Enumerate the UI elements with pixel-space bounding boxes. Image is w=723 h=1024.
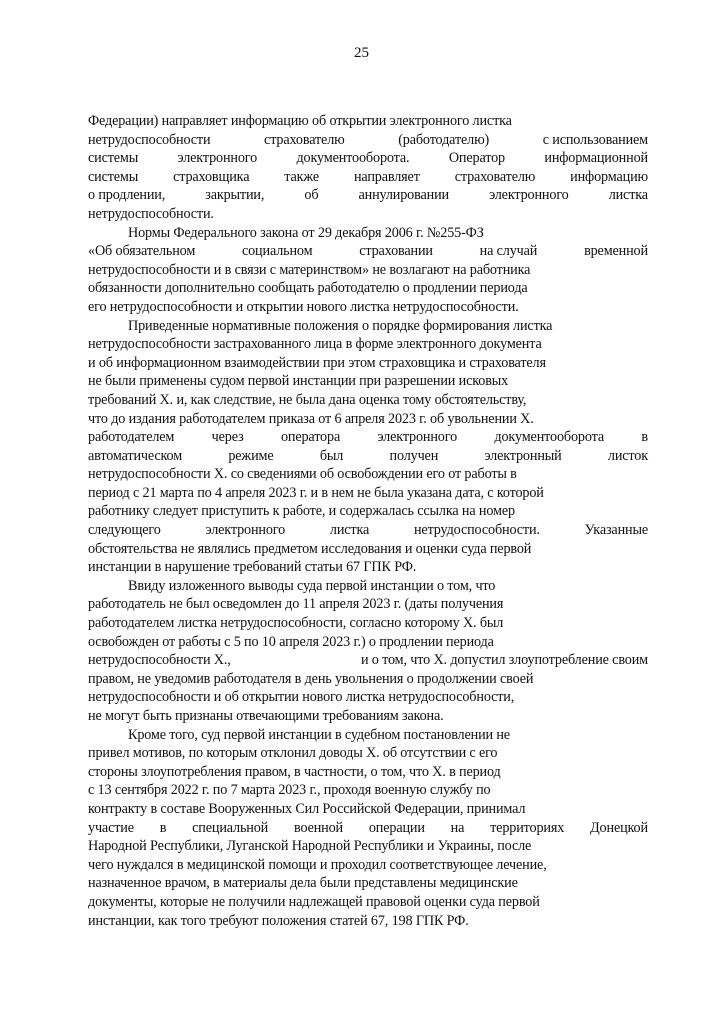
text-line: [88, 168, 648, 187]
text-line: [88, 744, 648, 763]
text-run: Донецкой: [590, 819, 648, 836]
text-line: [88, 502, 648, 521]
text-line: [88, 726, 648, 745]
text-run: инстанции в нарушение требований статьи 67 ГПК РФ.: [88, 559, 417, 576]
text-line: [88, 763, 648, 782]
text-run: что до издания работодателем приказа от 6 апреля 2023 г. об увольнении Х.: [88, 410, 534, 427]
text-run: электронного: [489, 187, 569, 204]
text-run: системы: [88, 150, 139, 167]
text-run: аннулировании: [358, 187, 449, 204]
text-run: работодателем листка нетрудоспособности, согласно которому Х. был: [88, 615, 504, 632]
text-run: в: [641, 429, 648, 446]
text-run: назначенное врачом, в материалы дела были представлены медицинские: [88, 875, 518, 892]
text-run: системы: [88, 168, 139, 185]
text-line: [88, 670, 648, 689]
text-run: нетрудоспособности и об открытии нового листка нетрудоспособности,: [88, 689, 515, 706]
text-line: [88, 707, 648, 726]
text-line: [88, 800, 648, 819]
text-line: [88, 874, 648, 893]
text-run: Народной Республики, Луганской Народной Республики и Украины, после: [88, 838, 532, 855]
text-run: режиме: [228, 447, 274, 464]
text-run: страховании: [359, 243, 433, 260]
text-run: работнику следует приступить к работе, и содержалась ссылка на номер: [88, 503, 515, 520]
text-run: не были применены судом первой инстанции при разрешении исковых: [88, 373, 509, 390]
text-run: страховщика: [173, 168, 250, 185]
text-run: требований Х. и, как следствие, не была дана оценка тому обстоятельству,: [88, 391, 527, 408]
text-run: правом, не уведомив работодателя в день увольнения о продолжении своей: [88, 670, 534, 687]
text-run: получен: [389, 447, 439, 464]
text-run: работодателем: [88, 429, 175, 446]
text-run: обстоятельства не являлись предметом исследования и оценки суда первой: [88, 540, 532, 557]
text-run: временной: [584, 243, 648, 260]
text-run: документы, которые не получили надлежащей правовой оценки суда первой: [88, 893, 540, 910]
text-run: нетрудоспособности.: [413, 522, 540, 539]
text-run: документооборота: [494, 429, 604, 446]
text-line: [88, 391, 648, 410]
text-run: нетрудоспособности: [88, 131, 211, 148]
text-run: листок: [607, 447, 648, 464]
text-line: [88, 540, 648, 559]
text-run: об: [304, 187, 319, 204]
text-line: [88, 242, 648, 261]
text-run: социальном: [241, 243, 313, 260]
text-run: электронный: [484, 447, 562, 464]
text-run: его нетрудоспособности и открытии нового листка нетрудоспособности.: [88, 298, 519, 315]
paragraph: [88, 726, 648, 931]
paragraph: [88, 317, 648, 577]
text-run: Ввиду изложенного выводы суда первой инстанции о том, что: [128, 577, 496, 594]
text-line: [88, 335, 648, 354]
text-run: работодатель не был осведомлен до 11 апреля 2023 г. (даты получения: [88, 596, 504, 613]
text-run: нетрудоспособности Х.,: [88, 652, 231, 669]
text-run: Оператор: [448, 150, 505, 167]
text-run: территориях: [490, 819, 565, 836]
text-run: военной: [294, 819, 343, 836]
text-line: [88, 484, 648, 503]
text-run: с использованием: [542, 131, 648, 148]
paragraph: [88, 224, 648, 317]
text-line: [88, 595, 648, 614]
text-run: Указанные: [584, 522, 648, 539]
document-body: [88, 112, 648, 930]
text-run: информацию: [570, 168, 648, 185]
text-run: автоматическом: [88, 447, 183, 464]
text-run: Кроме того, суд первой инстанции в судебном постановлении не: [128, 726, 510, 743]
text-run: оператора: [280, 429, 341, 446]
page-number: 25: [354, 45, 369, 61]
text-line: [88, 317, 648, 336]
text-run: Нормы Федерального закона от 29 декабря 2006 г. №255-ФЗ: [128, 224, 484, 241]
text-line: [88, 781, 648, 800]
paragraph: [88, 112, 648, 224]
text-line: [88, 651, 648, 670]
text-run: специальной: [192, 819, 269, 836]
text-run: операции: [368, 819, 425, 836]
text-line: [88, 577, 648, 596]
text-line: [88, 558, 648, 577]
text-line: [88, 428, 648, 447]
text-run: период с 21 марта по 4 апреля 2023 г. и в нем не была указана дата, с которой: [88, 484, 544, 501]
text-line: [88, 410, 648, 429]
text-run: участие: [88, 819, 134, 836]
text-line: [88, 614, 648, 633]
text-run: на: [450, 819, 465, 836]
text-run: и об информационном взаимодействии при этом страховщика и страхователя: [88, 354, 546, 371]
text-run: нетрудоспособности и в связи с материнством» не возлагают на работника: [88, 261, 531, 278]
text-run: с 13 сентября 2022 г. по 7 марта 2023 г., проходя военную службу по: [88, 782, 491, 799]
text-line: [88, 633, 648, 652]
text-line: [88, 205, 648, 224]
text-run: закрытии,: [205, 187, 265, 204]
text-line: [88, 131, 648, 150]
text-run: следующего: [88, 522, 161, 539]
text-run: страхователю: [264, 131, 345, 148]
text-line: [88, 279, 648, 298]
text-line: [88, 298, 648, 317]
text-run: нетрудоспособности Х. со сведениями об освобождении его от работы в: [88, 466, 517, 483]
text-line: [88, 261, 648, 280]
text-line: [88, 837, 648, 856]
text-run: листка: [329, 522, 370, 539]
text-run: листка: [608, 187, 648, 204]
text-run: обязанности дополнительно сообщать работодателю о продлении периода: [88, 280, 528, 297]
text-line: [88, 893, 648, 912]
text-run: «Об обязательном: [88, 243, 196, 260]
text-run: (работодателю): [398, 131, 490, 148]
text-line: [88, 447, 648, 466]
text-run: через: [211, 429, 244, 446]
text-run: информационной: [544, 150, 648, 167]
text-run: на случай: [479, 243, 538, 260]
text-run: электронного: [377, 429, 458, 446]
text-run: нетрудоспособности.: [88, 205, 214, 222]
text-line: [88, 372, 648, 391]
text-line: [88, 186, 648, 205]
text-line: [88, 224, 648, 243]
text-run: направляет: [353, 168, 420, 185]
text-run: Федерации) направляет информацию об открытии электронного листка: [88, 113, 512, 129]
text-line: [88, 819, 648, 838]
text-run: освобожден от работы с 5 по 10 апреля 2023 г.) о продлении периода: [88, 633, 494, 650]
text-run: привел мотивов, по которым отклонил доводы Х. об отсутствии с его: [88, 745, 498, 762]
text-line: [88, 912, 648, 931]
text-line: [88, 149, 648, 168]
text-line: [88, 521, 648, 540]
text-run: страхователю: [454, 168, 536, 185]
text-run: документооборота.: [296, 150, 410, 167]
text-line: [88, 354, 648, 373]
text-line: [88, 112, 648, 131]
text-run: инстанции, как того требуют положения статей 67, 198 ГПК РФ.: [88, 912, 469, 929]
text-run: и о том, что Х. допустил злоупотребление своим: [360, 652, 648, 669]
text-run: чего нуждался в медицинской помощи и проходил соответствующее лечение,: [88, 856, 547, 873]
paragraph: [88, 577, 648, 726]
text-run: не могут быть признаны отвечающими требованиям закона.: [88, 708, 444, 724]
text-run: контракту в составе Вооруженных Сил Российской Федерации, принимал: [88, 800, 526, 817]
text-run: также: [284, 168, 320, 185]
text-run: электронного: [205, 522, 286, 539]
text-run: Приведенные нормативные положения о порядке формирования листка: [128, 317, 553, 334]
text-run: электронного: [177, 150, 258, 167]
text-run: стороны злоупотребления правом, в частности, о том, что Х. в период: [88, 763, 501, 780]
text-line: [88, 465, 648, 484]
text-run: был: [319, 447, 344, 464]
text-line: [88, 688, 648, 707]
text-run: нетрудоспособности застрахованного лица в форме электронного документа: [88, 336, 542, 353]
text-run: о продлении,: [88, 187, 166, 204]
text-line: [88, 856, 648, 875]
text-run: в: [159, 819, 167, 836]
